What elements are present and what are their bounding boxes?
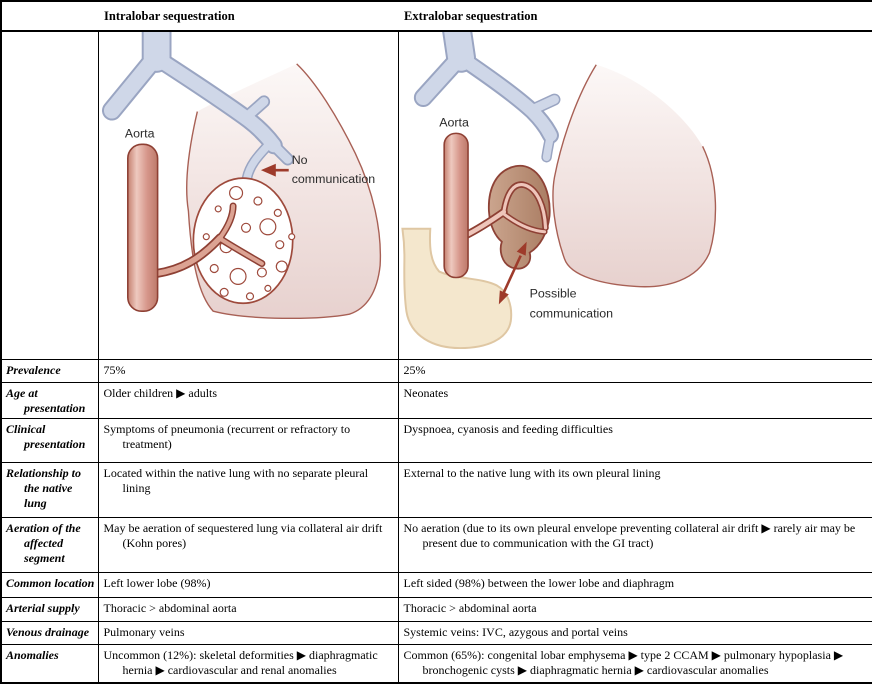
table-row [1, 359, 872, 382]
row-label: Prevalence [1, 359, 98, 382]
possible-communication-label-line1: Possible [529, 286, 577, 301]
extralobar-cell: Neonates [398, 382, 872, 418]
aorta-vessel [127, 144, 157, 311]
native-lung [552, 65, 715, 287]
intralobar-cell: Pulmonary veins [98, 621, 398, 644]
table-row [1, 572, 872, 597]
diagram-label-empty-cell [1, 31, 98, 359]
row-label: Anomalies [1, 644, 98, 683]
no-communication-label-line2: communication [291, 172, 375, 187]
aorta-label: Aorta [438, 115, 469, 130]
intralobar-cell: Older children ▶ adults [98, 382, 398, 418]
row-label: Venous drainage [1, 621, 98, 644]
header-extralobar: Extralobar sequestration [398, 1, 872, 31]
intralobar-cell: Uncommon (12%): skeletal deformities ▶ diaphragmatic hernia ▶ cardiovascular and renal anomalies [98, 644, 398, 683]
row-label: Relationship to the native lung [1, 462, 98, 517]
table-row [1, 462, 872, 517]
row-label: Aeration of the affected segment [1, 517, 98, 572]
extralobar-cell: Systemic veins: IVC, azygous and portal veins [398, 621, 872, 644]
table-row [1, 644, 872, 683]
aorta-label: Aorta [124, 126, 154, 141]
aorta-vessel [444, 133, 468, 277]
extralobar-cell: Dyspnoea, cyanosis and feeding difficulties [398, 418, 872, 462]
header-row [1, 1, 872, 31]
table-row [1, 382, 872, 418]
table-row [1, 621, 872, 644]
extralobar-cell: Common (65%): congenital lobar emphysema ▶ type 2 CCAM ▶ pulmonary hypoplasia ▶ bronchogenic cysts ▶ diaphragmatic hernia ▶ cardiovascular anomalies [398, 644, 872, 683]
intralobar-cell: Located within the native lung with no separate pleural lining [98, 462, 398, 517]
row-label: Arterial supply [1, 597, 98, 621]
extralobar-cell: 25% [398, 359, 872, 382]
cystic-mass [193, 178, 294, 303]
extralobar-diagram-cell [398, 31, 872, 359]
extralobar-cell: Left sided (98%) between the lower lobe and diaphragm [398, 572, 872, 597]
table-row [1, 517, 872, 572]
row-label: Age at presentation [1, 382, 98, 418]
intralobar-cell: Thoracic > abdominal aorta [98, 597, 398, 621]
table-row [1, 418, 872, 462]
row-label: Common location [1, 572, 98, 597]
intralobar-cell: Left lower lobe (98%) [98, 572, 398, 597]
diagram-row [1, 31, 872, 359]
header-empty-cell [1, 1, 98, 31]
row-label: Clinical presentation [1, 418, 98, 462]
table-row [1, 597, 872, 621]
intralobar-cell: 75% [98, 359, 398, 382]
extralobar-cell: No aeration (due to its own pleural envelope preventing collateral air drift ▶ rarely air may be present due to communication with the GI tract) [398, 517, 872, 572]
extralobar-diagram [399, 32, 872, 358]
possible-communication-label-line2: communication [529, 306, 613, 321]
extralobar-cell: External to the native lung with its own pleural lining [398, 462, 872, 517]
intralobar-diagram [99, 32, 397, 358]
extralobar-cell: Thoracic > abdominal aorta [398, 597, 872, 621]
intralobar-diagram-cell [98, 31, 398, 359]
intralobar-cell: Symptoms of pneumonia (recurrent or refractory to treatment) [98, 418, 398, 462]
header-intralobar: Intralobar sequestration [98, 1, 398, 31]
bronchial-tree [423, 32, 554, 157]
no-communication-label-line1: No [291, 153, 308, 168]
intralobar-cell: May be aeration of sequestered lung via collateral air drift (Kohn pores) [98, 517, 398, 572]
